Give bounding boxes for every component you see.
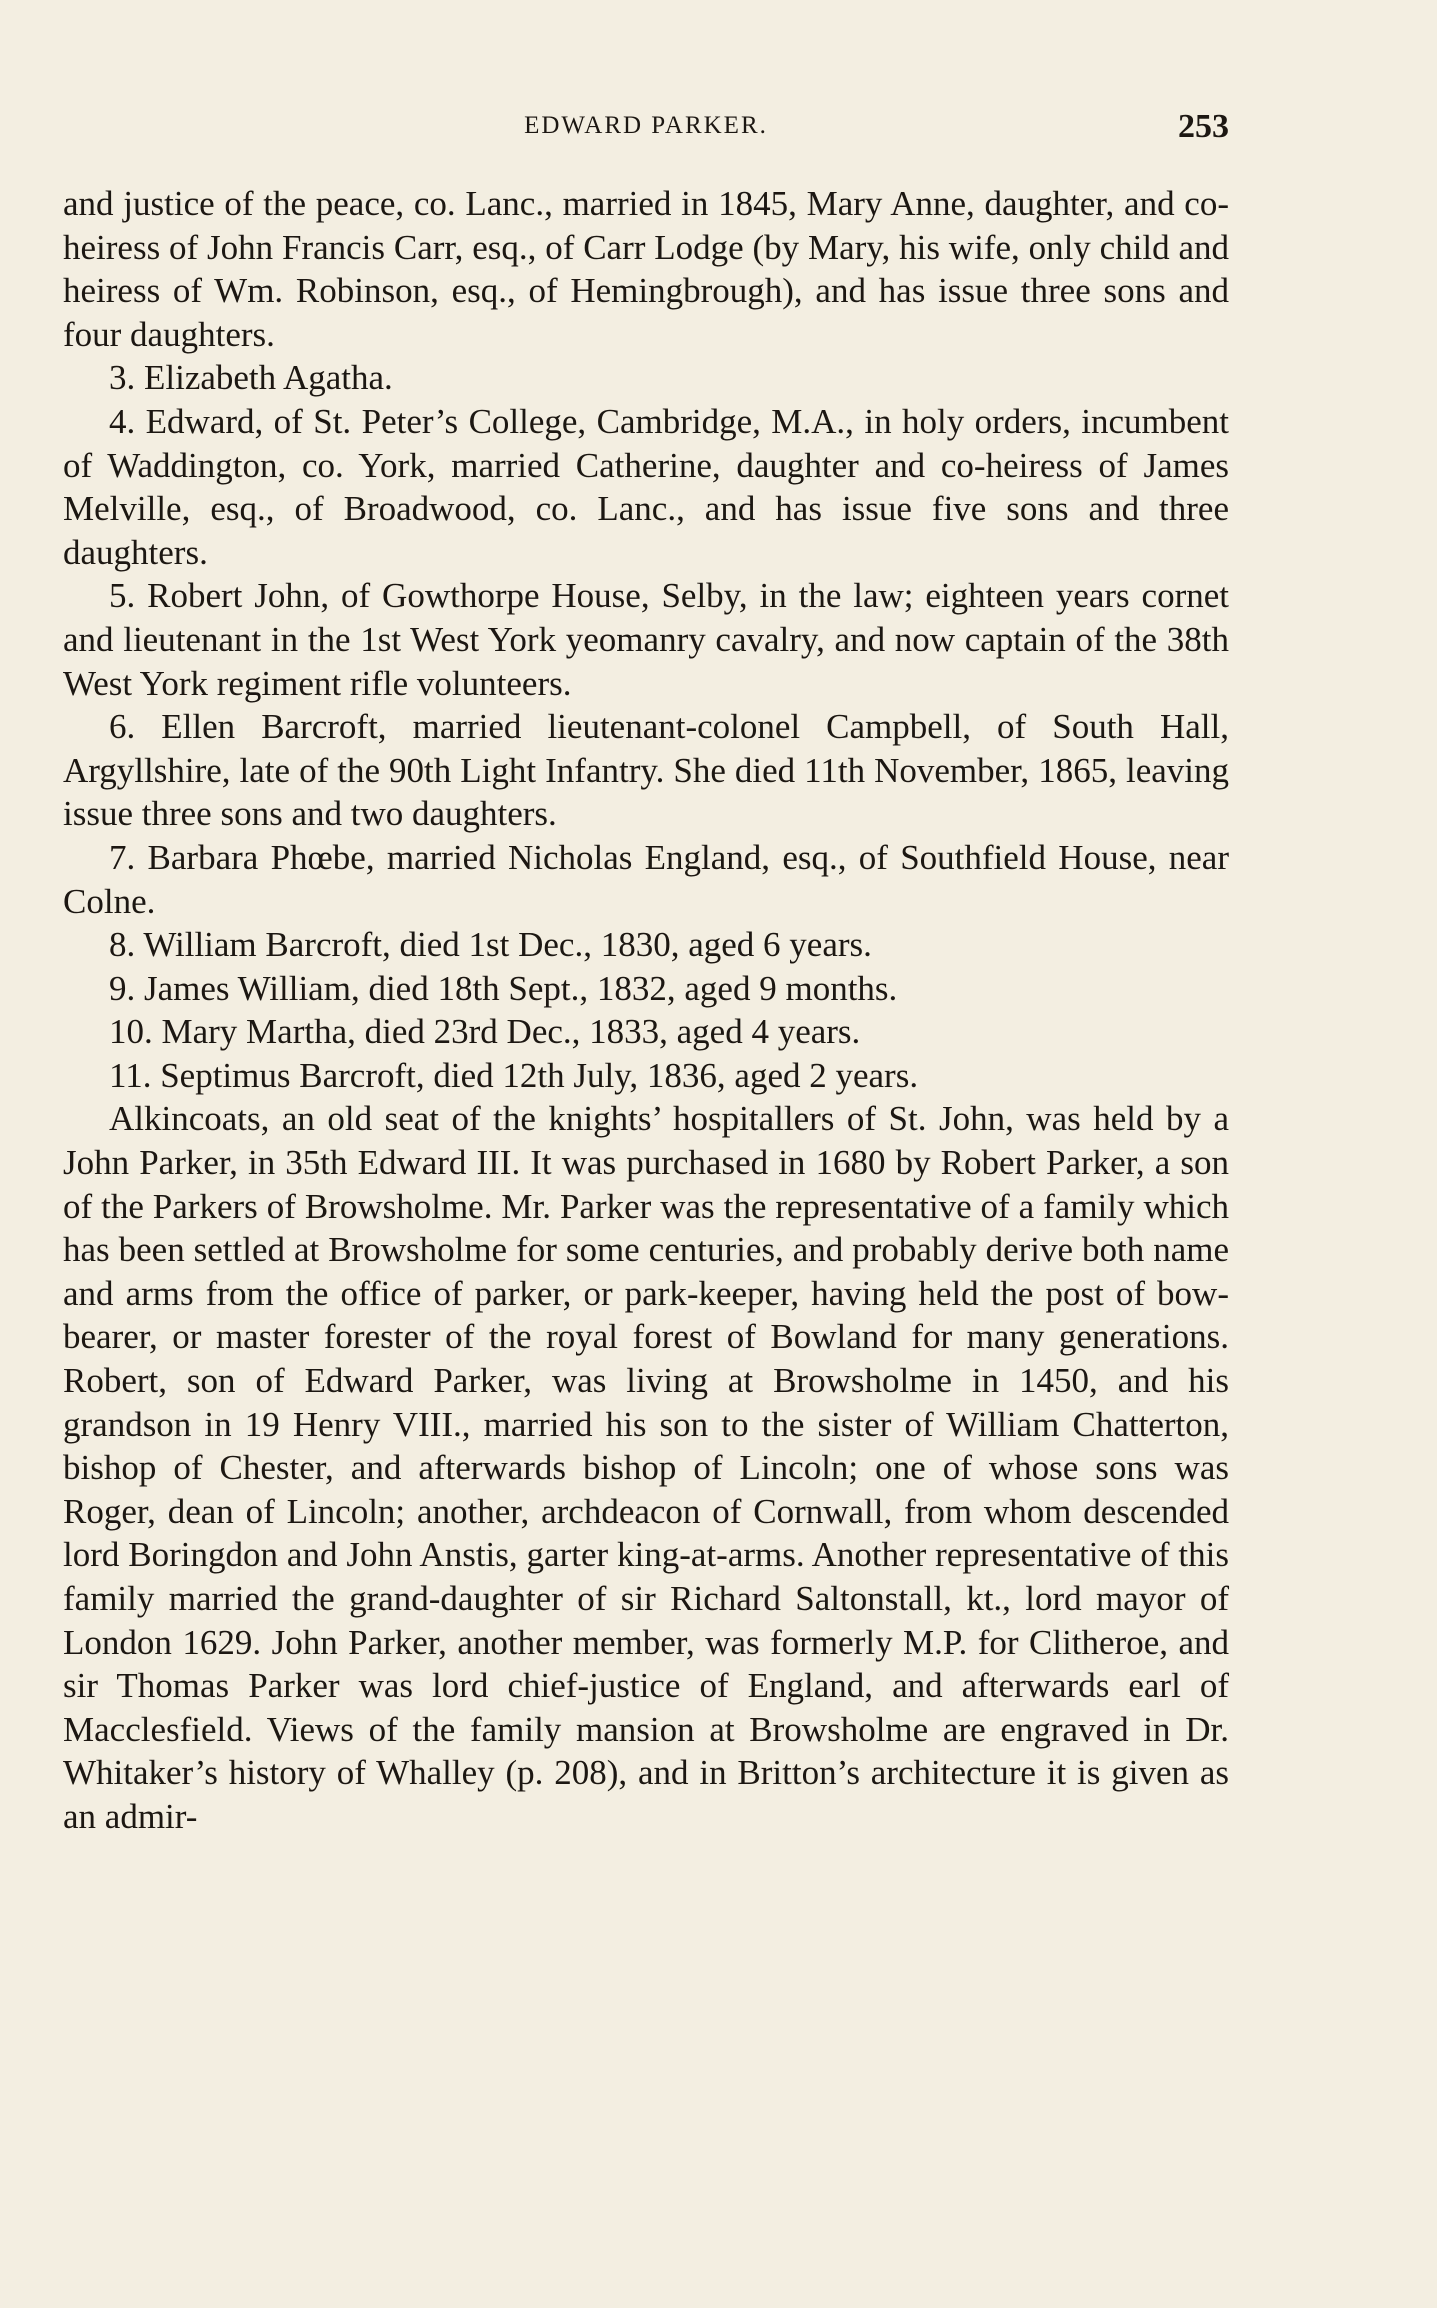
list-item-6: 6. Ellen Barcroft, married lieutenant-colonel Campbell, of South Hall, Argyllshire, late of the 90th Light Infantry. She died 11th November, 1865, leaving issue three sons and two daughters.	[63, 707, 1229, 834]
list-item-5: 5. Robert John, of Gowthorpe House, Selby, in the law; eighteen years cornet and lieutenant in the 1st West York yeomanry cavalry, and now captain of the 38th West York regiment rifle volunteers.	[63, 576, 1229, 703]
running-title: EDWARD PARKER.	[524, 112, 768, 139]
paragraph-continuation: and justice of the peace, co. Lanc., married in 1845, Mary Anne, daughter, and co-heiress of John Francis Carr, esq., of Carr Lodge (by Mary, his wife, only child and heiress of Wm. Robinson, esq., of Hemingbrough), and has issue three sons and four daughters.	[63, 184, 1229, 354]
paragraph-alkincoats: Alkincoats, an old seat of the knights’ hospitallers of St. John, was held by a John Parker, in 35th Edward III. It was purchased in 1680 by Robert Parker, a son of the Parkers of Browsholme. Mr. Parker was the representative of a family which has been settled at Browsholme for some centuries, and probably derive both name and arms from the office of parker, or park-keeper, having held the post of bow-bearer, or master forester of the royal forest of Bowland for many generations. Robert, son of Edward Parker, was living at Browsholme in 1450, and his grandson in 19 Henry VIII., married his son to the sister of William Chatterton, bishop of Chester, and afterwards bishop of Lincoln; one of whose sons was Roger, dean of Lincoln; another, archdeacon of Cornwall, from whom descended lord Boringdon and John Anstis, garter king-at-arms. Another representative of this family married the grand-daughter of sir Richard Saltonstall, kt., lord mayor of London 1629. John Parker, another member, was formerly M.P. for Clitheroe, and sir Thomas Parker was lord chief-justice of England, and afterwards earl of Macclesfield. Views of the family mansion at Browsholme are engraved in Dr. Whitaker’s history of Whalley (p. 208), and in Britton’s architecture it is given as an admir-	[63, 1099, 1229, 1836]
page-header	[63, 108, 1229, 148]
list-item-11: 11. Septimus Barcroft, died 12th July, 1836, aged 2 years.	[109, 1055, 919, 1095]
body-text	[63, 182, 1229, 1839]
list-item-10: 10. Mary Martha, died 23rd Dec., 1833, aged 4 years.	[109, 1012, 861, 1052]
list-item-8: 8. William Barcroft, died 1st Dec., 1830, aged 6 years.	[109, 925, 872, 965]
list-item-9: 9. James William, died 18th Sept., 1832, aged 9 months.	[109, 968, 898, 1008]
list-item-4: 4. Edward, of St. Peter’s College, Cambridge, M.A., in holy orders, incumbent of Waddington, co. York, married Catherine, daughter and co-heiress of James Melville, esq., of Broadwood, co. Lanc., and has issue five sons and three daughters.	[63, 401, 1229, 572]
list-item-3: 3. Elizabeth Agatha.	[109, 358, 393, 398]
list-item-7: 7. Barbara Phœbe, married Nicholas England, esq., of Southfield House, near Colne.	[63, 837, 1229, 921]
page-number: 253	[1178, 108, 1229, 145]
